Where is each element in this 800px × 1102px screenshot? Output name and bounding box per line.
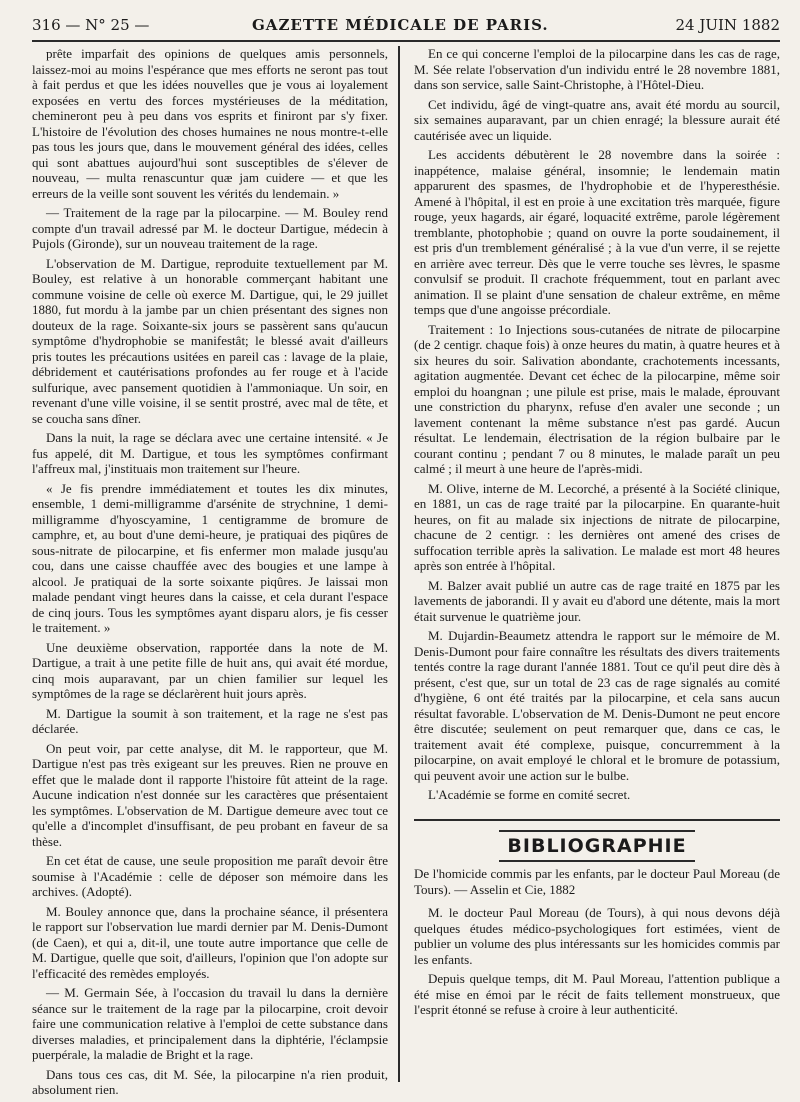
bibliography-reference: De l'homicide commis par les enfants, par le docteur Paul Moreau (de Tours). — Asselin et Cie, 1882 (414, 866, 780, 897)
paragraph: Une deuxième observation, rapportée dans la note de M. Dartigue, a trait à une petite fille de huit ans, qui avait été mordue, cinq mois auparavant, par un chien familier sur lequel les symptômes de la rage se déclarèrent huit jours après. (32, 639, 388, 701)
paragraph: En cet état de cause, une seule proposition me paraît devoir être soumise à l'Académie : celle de déposer son mémoire dans les archives. (Adopté). (32, 853, 388, 899)
right-column (414, 46, 780, 1022)
paragraph: Cet individu, âgé de vingt-quatre ans, avait été mordu au sourcil, six semaines auparavant, par un chien enragé; la blessure aurait été cautérisée avec un liquide. (414, 96, 780, 143)
bibliography-title: BIBLIOGRAPHIE (499, 830, 694, 862)
paragraph: M. Dujardin-Beaumetz attendra le rapport sur le mémoire de M. Denis-Dumont pour faire connaître les résultats des divers traitements tentés contre la rage durant l'année 1881. Tout ce qu'il peut dire dès à présent, c'est que, sur un total de 23 cas de rage signalés au comité d'hygiène, 6 ont été traités par la pilocarpine, et cela sans aucun résultat favorable. L'observation de M. Denis-Dumont ne peut encore être discutée; seulement on peut remarquer que, dans ce cas, le traitement avait été complexe, puisque, concurremment à la pilocarpine, on avait employé le chloral et le bromure de potassium, qui peuvent avoir une action sur le bulbe. (414, 628, 780, 783)
page-header (32, 14, 780, 42)
paragraph: Dans la nuit, la rage se déclara avec une certaine intensité. « Je fus appelé, dit M. Dartigue, et tous les symptômes confirmant l'affreux mal, j'instituais mon traitement sur l'heure. (32, 430, 388, 476)
paragraph-quote: « Je fis prendre immédiatement et toutes les dix minutes, ensemble, 1 demi-milligramme d'arsénite de strychnine, 1 demi-milligramme d'hyoscyamine, 1 centigramme de bromure de camphre, et, au bout d'une demi-heure, je pratiquai des piqûres de sous-nitrate de pilocarpine, et fis enfermer mon malade jusqu'au cou, dans une caisse chauffée avec des bougies et une lampe à alcool. Je pratiquai de la sorte soixante piqûres. Je laissai mon malade pendant vingt heures dans la caisse, et cela durant l'espace de cinq jours. Tous les symptômes ayant disparu alors, je fis cesser le traitement. » (32, 480, 388, 635)
paragraph: Depuis quelque temps, dit M. Paul Moreau, l'attention publique a été mise en émoi par le récit de faits tellement monstrueux, que l'esprit étonné se refuse à croire à leur authenticité. (414, 971, 780, 1017)
journal-title: GAZETTE MÉDICALE DE PARIS. (252, 16, 549, 34)
paragraph: M. le docteur Paul Moreau (de Tours), à qui nous devons déjà quelques études médico-psychologiques fort estimées, vient de publier un volume des plus intéressants sur les homicides commis par les enfants. (414, 905, 780, 967)
paragraph: M. Dartigue la soumit à son traitement, et la rage ne s'est pas déclarée. (32, 705, 388, 736)
paragraph: M. Bouley annonce que, dans la prochaine séance, il présentera le rapport sur l'observation lue mardi dernier par M. Denis-Dumont (de Caen), et qui a, dit-il, une toute autre importance que celle de M. Dartigue, quelle que soit, d'ailleurs, l'opinion que l'on adopte sur l'efficacité des remèdes employés. (32, 903, 388, 981)
paragraph: On peut voir, par cette analyse, dit M. le rapporteur, que M. Dartigue n'est pas très exigeant sur les preuves. Rien ne prouve en effet que le malade dont il rapporte l'histoire fût atteint de la rage. Aucune indication n'est donnée sur les caractères que présentaient les symptômes. L'observation de M. Dartigue demeure avec tout ce qu'elle a d'incomplet d'insuffisant, de peu probant en faveur de sa thèse. (32, 740, 388, 849)
paragraph-section-heading: — Traitement de la rage par la pilocarpine. — M. Bouley rend compte d'un travail adressé par M. le docteur Dartigue, médecin à Pujols (Gironde), sur un nouveau traitement de la rage. (32, 205, 388, 251)
paragraph: M. Olive, interne de M. Lecorché, a présenté à la Société clinique, en 1881, un cas de rage traité par la pilocarpine. En quarante-huit heures, on fit au malade six injections de nitrate de pilocarpine, chacune de 2 centigr. : les dernières ont amené des crises de suffocation terrible après la salivation. Le malade est mort 48 heures après son entrée à l'hôpital. (414, 480, 780, 573)
paragraph: Dans tous ces cas, dit M. Sée, la pilocarpine n'a rien produit, absolument rien. (32, 1066, 388, 1097)
paragraph: Les accidents débutèrent le 28 novembre dans la soirée : inappétence, malaise général, insomnie; le lendemain matin apparurent des spasmes, de l'hydrophobie et de l'hyperesthésie. Amené à l'hôpital, il est en proie à une excitation très marquée, figure rouge, yeux hagards, air égaré, loquacité extrême, parole légèrement tremblante, photophobie ; quand on ouvre la porte soudainement, il est pris d'un tremblement généralisé ; à la vue d'un verre, il se rejette en arrière avec terreur. Dès que le verre touche ses lèvres, le spasme convulsif se produit. Il crachote fréquemment, tout en parlant avec animation. Il se plaint d'une sensation de chaleur extrême, en même temps que d'une angoisse précordiale. (414, 147, 780, 317)
left-column (32, 46, 388, 1102)
bibliography-heading (414, 834, 780, 857)
issue-date: 24 JUIN 1882 (675, 16, 780, 34)
page-number: 316 — N° 25 — (32, 16, 150, 34)
section-rule (414, 819, 780, 821)
column-divider (398, 46, 400, 1082)
paragraph: L'observation de M. Dartigue, reproduite textuellement par M. Bouley, est relative à un honorable commerçant habitant une commune voisine de celle où exerce M. Dartigue, qui, le 29 juillet 1880, fut mordu à la jambe par un chien présentant des signes non douteux de la rage. Soixante-six jours se passèrent sans qu'aucun symptôme d'hydrophobie se manifestât; le blessé avait d'ailleurs pris toutes les précautions usitées en pareil cas : lavage de la plaie, débridement et cautérisations profondes au fer rouge et à l'acide sulfurique, avec pansement quotidien à l'ammoniaque. Un soir, en revenant d'une ville voisine, il se sentit prostré, avec mal de tête, et se coucha sans dîner. (32, 255, 388, 426)
paragraph: — M. Germain Sée, à l'occasion du travail lu dans la dernière séance sur le traitement de la rage par la pilocarpine, croit devoir faire une communication relative à l'emploi de cette substance dans diverses maladies, et principalement dans la diphtérie, l'éclampsie puerpérale, la maladie de Bright et la rage. (32, 985, 388, 1062)
paragraph: Traitement : 1o Injections sous-cutanées de nitrate de pilocarpine (de 2 centigr. chaque fois) à onze heures du matin, à quatre heures et à six heures du soir. Salivation abondante, crachotements incessants, agitation augmentée. Devant cet échec de la pilocarpine, même soir emploi du hoangnan ; une pilule est prise, mais le malade, éprouvant une constriction du pharynx, refuse d'en avaler une seconde ; un lavement contenant la même substance n'est pas gardé. Aucun résultat. Le lendemain, électrisation de la région bulbaire par le courant continu ; pendant 7 ou 8 minutes, le malade paraît un peu calmé ; il meurt à une heure de l'après-midi. (414, 321, 780, 476)
paragraph: En ce qui concerne l'emploi de la pilocarpine dans les cas de rage, M. Sée relate l'observation d'un individu entré le 28 novembre 1881, dans son service, salle Saint-Christophe, à l'Hôtel-Dieu. (414, 46, 780, 92)
paragraph: L'Académie se forme en comité secret. (428, 787, 631, 802)
paragraph: prête imparfait des opinions de quelques amis personnels, laissez-moi au moins l'espérance que mes efforts ne seront pas tout à fait perdus et que les idées nouvelles que je vous ai loyalement exposées en vertu des forces mystérieuses de la méditation, chemineront peu à peu dans vos esprits et finiront par s'y fixer. L'histoire de l'évolution des choses humaines ne nous montre-t-elle pas tous les jours que, dans le mouvement général des idées, celles qui sont abattues aujourd'hui sont susceptibles de s'élever de nouveau, — multa renascuntur quæ jam cuidere — et que les erreurs de la veille sont souvent les vérités du lendemain. » (32, 46, 388, 201)
paragraph: M. Balzer avait publié un autre cas de rage traité en 1875 par les lavements de jaborandi. Il y avait eu d'abord une détente, mais la mort était survenue le quatrième jour. (414, 577, 780, 624)
